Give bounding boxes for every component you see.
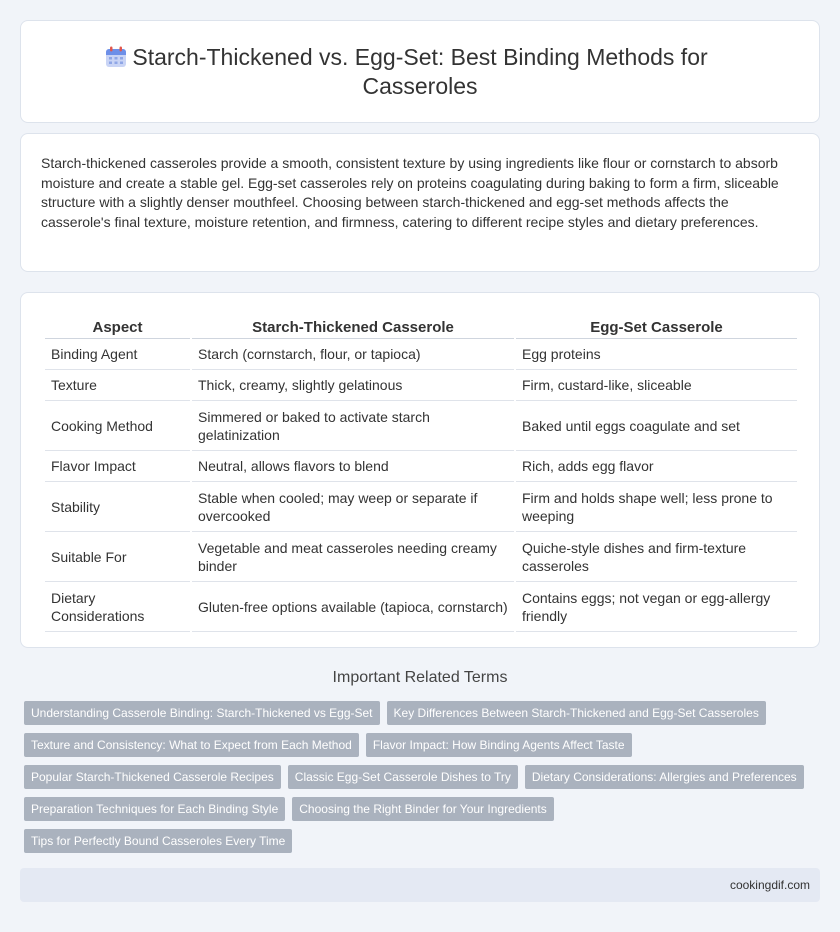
header-egg: Egg-Set Casserole	[516, 313, 797, 339]
table-cell: Gluten-free options available (tapioca, cornstarch)	[192, 582, 514, 632]
table-cell: Texture	[45, 370, 190, 401]
intro-paragraph: Starch-thickened casseroles provide a smooth, consistent texture by using ingredients like flour or cornstarch to absorb moisture and create a stable gel. Egg-set casseroles rely on proteins coagulating during baking to form a firm, sliceable structure with a slightly denser mouthfeel. Choosing between starch-thickened and egg-set methods affects the casserole's final texture, moisture retention, and firmness, catering to different recipe styles and dietary preferences.	[41, 155, 779, 230]
table-cell: Binding Agent	[45, 339, 190, 370]
table-cell: Cooking Method	[45, 401, 190, 451]
related-term-link[interactable]: Preparation Techniques for Each Binding Style	[24, 797, 285, 821]
related-term-link[interactable]: Flavor Impact: How Binding Agents Affect Taste	[366, 733, 632, 757]
related-term-link[interactable]: Classic Egg-Set Casserole Dishes to Try	[288, 765, 518, 789]
intro-card	[20, 133, 820, 272]
table-row	[45, 582, 797, 632]
table-cell: Firm, custard-like, sliceable	[516, 370, 797, 401]
related-term-link[interactable]: Dietary Considerations: Allergies and Preferences	[525, 765, 804, 789]
table-cell: Starch (cornstarch, flour, or tapioca)	[192, 339, 514, 370]
table-cell: Flavor Impact	[45, 451, 190, 482]
related-term-link[interactable]: Key Differences Between Starch-Thickened and Egg-Set Casseroles	[387, 701, 766, 725]
related-term-link[interactable]: Popular Starch-Thickened Casserole Recipes	[24, 765, 281, 789]
table-cell: Stable when cooled; may weep or separate if overcooked	[192, 482, 514, 532]
table-row	[45, 401, 797, 451]
header-aspect: Aspect	[45, 313, 190, 339]
table-cell: Contains eggs; not vegan or egg-allergy friendly	[516, 582, 797, 632]
table-cell: Egg proteins	[516, 339, 797, 370]
table-cell: Neutral, allows flavors to blend	[192, 451, 514, 482]
related-term-link[interactable]: Tips for Perfectly Bound Casseroles Every Time	[24, 829, 292, 853]
header-starch: Starch-Thickened Casserole	[192, 313, 514, 339]
related-term-link[interactable]: Texture and Consistency: What to Expect from Each Method	[24, 733, 359, 757]
table-cell: Suitable For	[45, 532, 190, 582]
footer	[20, 868, 820, 902]
table-row	[45, 482, 797, 532]
table-cell: Baked until eggs coagulate and set	[516, 401, 797, 451]
table-cell: Stability	[45, 482, 190, 532]
table-cell: Dietary Considerations	[45, 582, 190, 632]
table-header-row	[45, 313, 797, 339]
table-row	[45, 370, 797, 401]
comparison-card	[20, 292, 820, 648]
comparison-table	[43, 313, 799, 632]
table-cell: Firm and holds shape well; less prone to weeping	[516, 482, 797, 532]
table-cell: Rich, adds egg flavor	[516, 451, 797, 482]
related-terms-title: Important Related Terms	[332, 669, 508, 686]
page-title: Starch-Thickened vs. Egg-Set: Best Binding Methods for Casseroles	[132, 44, 708, 99]
footer-site[interactable]: cookingdif.com	[729, 878, 810, 892]
table-row	[45, 339, 797, 370]
table-cell: Thick, creamy, slightly gelatinous	[192, 370, 514, 401]
table-row	[45, 532, 797, 582]
table-cell: Vegetable and meat casseroles needing creamy binder	[192, 532, 514, 582]
related-term-link[interactable]: Understanding Casserole Binding: Starch-Thickened vs Egg-Set	[24, 701, 380, 725]
table-row	[45, 451, 797, 482]
related-term-link[interactable]: Choosing the Right Binder for Your Ingredients	[292, 797, 554, 821]
header-card	[20, 20, 820, 123]
table-cell: Simmered or baked to activate starch gelatinization	[192, 401, 514, 451]
table-cell: Quiche-style dishes and firm-texture casseroles	[516, 532, 797, 582]
related-terms-list	[24, 701, 820, 861]
